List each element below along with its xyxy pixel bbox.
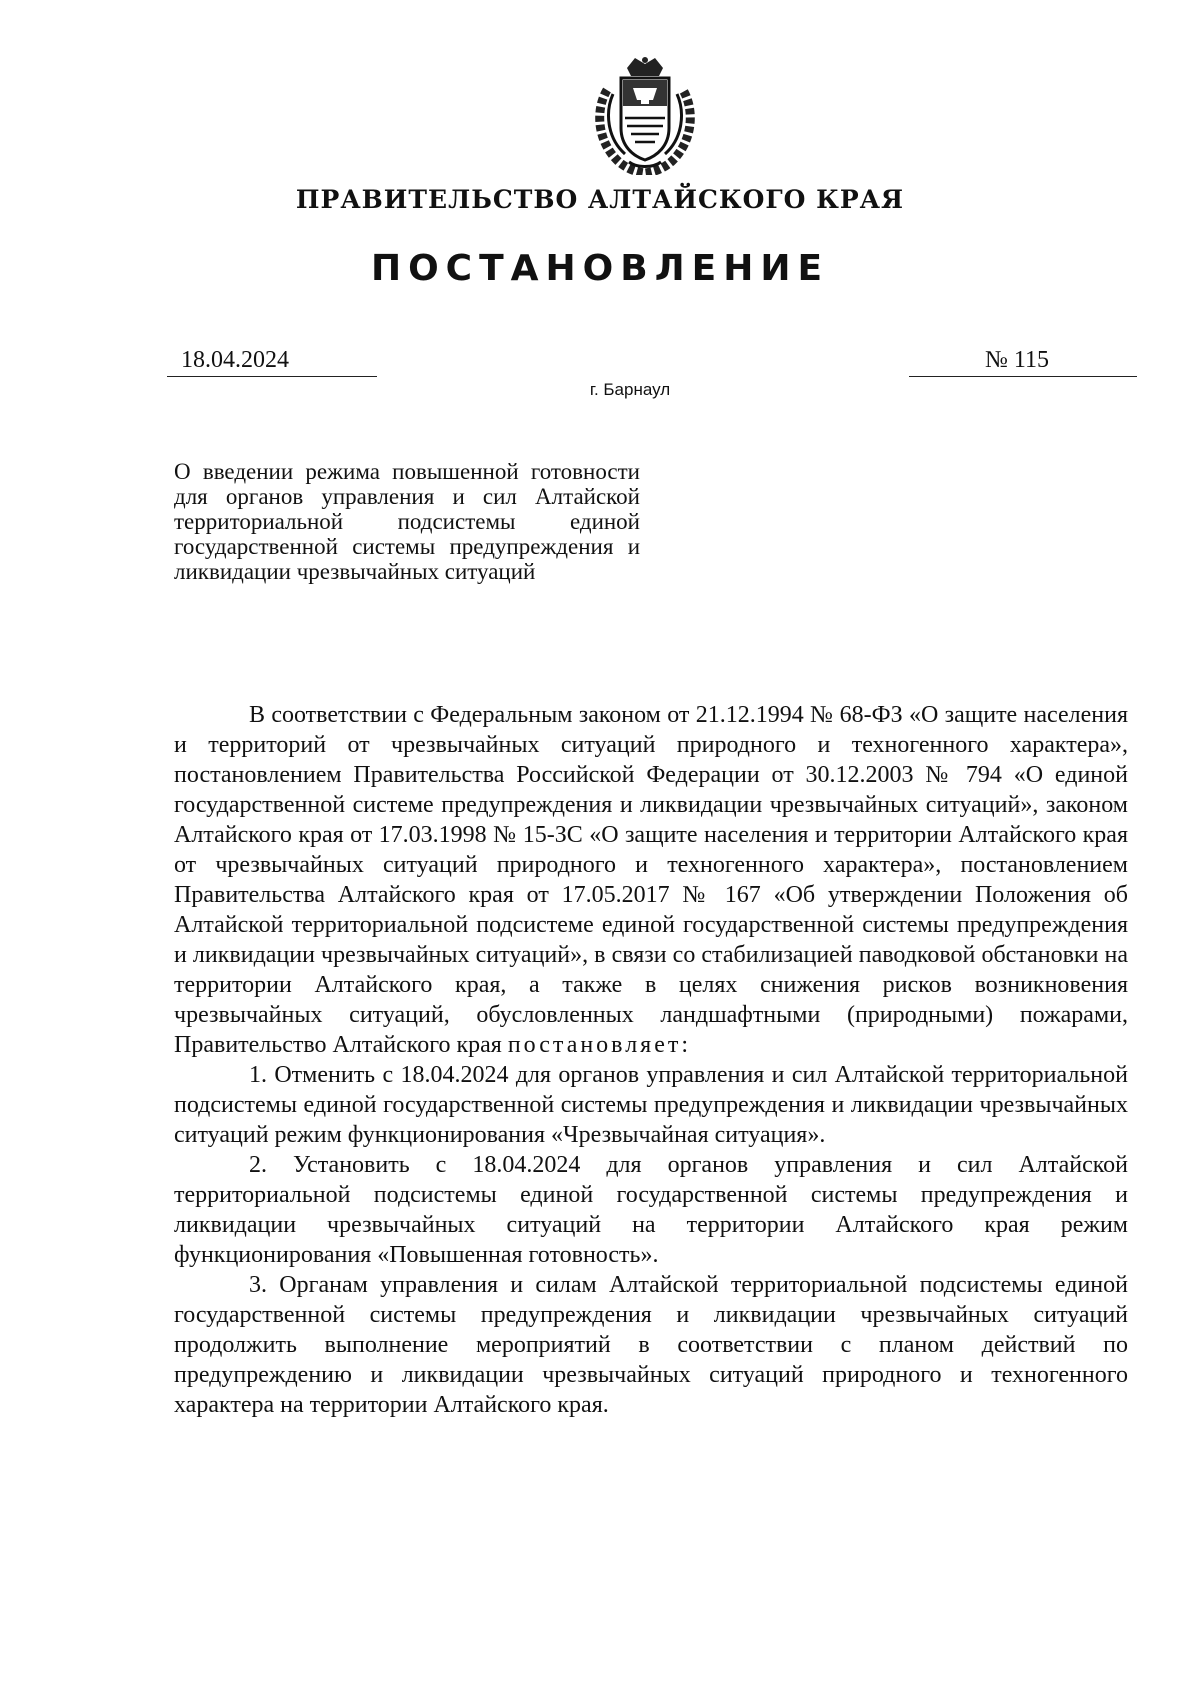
altai-krai-coat-of-arms-icon	[585, 50, 705, 175]
document-body	[174, 700, 1128, 1420]
document-number: № 115	[909, 347, 1137, 377]
item-paragraph-2: 2. Установить с 18.04.2024 для органов управления и сил Алтайской территориальной подсистемы единой государственной системы предупреждения и ликвидации чрезвычайных ситуаций на территории Алтайского края режим функционирования «Повышенная готовность».	[174, 1152, 1128, 1268]
document-city: г. Барнаул	[589, 380, 671, 399]
preamble-text: В соответствии с Федеральным законом от 21.12.1994 № 68-ФЗ «О защите населения и территорий от чрезвычайных ситуаций природного и техногенного характера», постановлением Правительства Российской Федерации от 30.12.2003 № 794 «О единой государственной системе предупреждения и ликвидации чрезвычайных ситуаций», законом Алтайского края от 17.03.1998 № 15-ЗС «О защите населения и территории Алтайского края от чрезвычайных ситуаций природного и техногенного характера», постановлением Правительства Алтайского края от 17.05.2017 № 167 «Об утверждении Положения об Алтайской территориальной подсистеме единой государственной системы предупреждения и ликвидации чрезвычайных ситуаций», в связи со стабилизацией паводковой обстановки на территории Алтайского края, а также в целях снижения рисков возникновения чрезвычайных ситуаций, обусловленных ландшафтными (природными) пожарами, Правительство Алтайского края	[174, 702, 1128, 1058]
item-paragraph-1: 1. Отменить с 18.04.2024 для органов управления и сил Алтайской территориальной подсистемы единой государственной системы предупреждения и ликвидации чрезвычайных ситуаций режим функционирования «Чрезвычайная ситуация».	[174, 1062, 1128, 1148]
coat-of-arms-emblem	[585, 50, 705, 175]
item-paragraph-3: 3. Органам управления и силам Алтайской территориальной подсистемы единой государственной системы предупреждения и ликвидации чрезвычайных ситуаций продолжить выполнение мероприятий в соответствии с планом действий по предупреждению и ликвидации чрезвычайных ситуаций природного и техногенного характера на территории Алтайского края.	[174, 1272, 1128, 1418]
document-subject: О введении режима повышенной готовности для органов управления и сил Алтайской территориальной подсистемы единой государственной системы предупреждения и ликвидации чрезвычайных ситуаций	[174, 459, 640, 584]
preamble-paragraph	[174, 700, 1128, 1060]
resolves-word: постановляет:	[507, 1032, 692, 1058]
government-title: ПРАВИТЕЛЬСТВО АЛТАЙСКОГО КРАЯ	[295, 185, 905, 214]
document-date: 18.04.2024	[167, 347, 377, 377]
document-type-title: ПОСТАНОВЛЕНИЕ	[370, 248, 830, 289]
